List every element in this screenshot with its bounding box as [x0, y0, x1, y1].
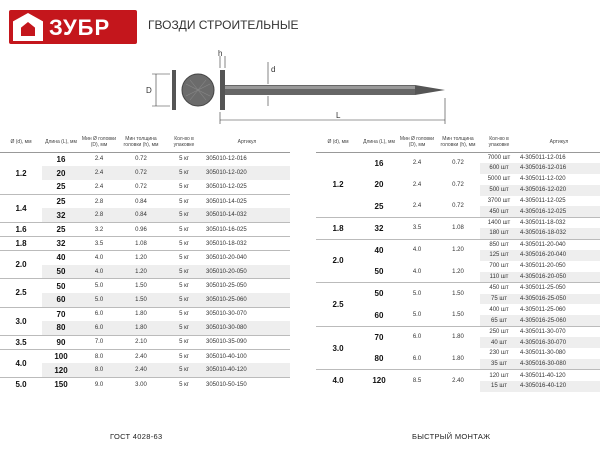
pack-qty-cell: 5 кг: [164, 307, 204, 321]
article-cell: 305010-30-070: [204, 307, 290, 321]
article-cell: 305010-50-150: [204, 378, 290, 392]
article-cell: 4-305016-20-040: [518, 250, 600, 261]
length-cell: 90: [42, 335, 80, 349]
table-row: [0, 237, 290, 251]
table-row: [316, 217, 600, 228]
table-row: [0, 166, 290, 180]
pack-qty-cell: 5 кг: [164, 335, 204, 349]
pack-qty-cell: 5 кг: [164, 363, 204, 377]
length-cell: 32: [42, 208, 80, 222]
caption-gost: ГОСТ 4028-63: [110, 432, 163, 441]
table-row: [316, 370, 600, 381]
table-row: [316, 239, 600, 250]
article-cell: 4-305011-12-016: [518, 152, 600, 163]
article-cell: 305010-18-032: [204, 237, 290, 251]
pack-qty-cell: 75 шт: [480, 294, 518, 305]
head-diam-cell: 4.0: [398, 239, 436, 261]
diameter-cell: 1.2: [316, 152, 360, 217]
col-header: Длина (L), мм: [360, 132, 398, 152]
article-cell: 305010-40-100: [204, 349, 290, 363]
diameter-cell: 2.5: [0, 279, 42, 307]
diameter-cell: 1.2: [0, 152, 42, 194]
length-cell: 25: [42, 194, 80, 208]
pack-qty-cell: 230 шт: [489, 350, 509, 357]
article-cell: 4-305011-12-020: [520, 176, 566, 183]
head-diam-cell: 5.0: [398, 283, 436, 305]
pack-qty-cell: 5 кг: [164, 293, 204, 307]
head-thickness-cell: 0.72: [135, 183, 147, 190]
table-row: [0, 251, 290, 265]
head-diam-cell: 2.4: [80, 166, 118, 180]
col-header: Ø (d), мм: [0, 132, 42, 152]
head-diam-cell: 7.0: [80, 335, 118, 349]
article-cell: 305010-12-025: [206, 183, 247, 190]
head-thickness-cell: 1.08: [436, 217, 480, 239]
pack-qty-cell: 120 шт: [480, 370, 518, 381]
article-cell: 4-305016-30-080: [518, 359, 600, 370]
length-cell: 70: [360, 326, 398, 348]
table-row: [0, 307, 290, 321]
length-cell: 16: [42, 152, 80, 166]
table-row: [0, 378, 290, 392]
article-cell: 4-305016-18-032: [518, 228, 600, 239]
head-diam-cell: 3.2: [80, 222, 118, 236]
diameter-cell: 1.6: [0, 222, 42, 236]
article-cell: 4-305011-30-080: [520, 350, 566, 357]
head-thickness-cell: 1.50: [436, 283, 480, 305]
nail-drawing: [140, 48, 460, 128]
col-header: Кол-во в упаковке: [164, 132, 204, 152]
page-title: ГВОЗДИ СТРОИТЕЛЬНЫЕ: [148, 18, 299, 32]
pack-qty-cell: 1400 шт: [480, 217, 518, 228]
length-cell: 16: [360, 152, 398, 174]
label-h: h: [218, 49, 223, 58]
pack-qty-cell: 5 кг: [164, 349, 204, 363]
head-thickness-cell: 1.50: [452, 312, 464, 319]
pack-qty-cell: 7000 шт: [480, 152, 518, 163]
article-cell: 305010-12-020: [204, 166, 290, 180]
head-diam-cell: 2.4: [398, 152, 436, 174]
article-cell: 305010-14-032: [204, 208, 290, 222]
head-thickness-cell: 0.84: [118, 194, 164, 208]
article-cell: 4-305016-25-050: [518, 294, 600, 305]
head-diam-cell: 5.0: [412, 312, 422, 319]
head-thickness-cell: 0.72: [118, 152, 164, 166]
table-row: [0, 208, 290, 222]
article-cell: 305010-30-080: [204, 321, 290, 335]
length-cell: 20: [374, 180, 384, 190]
pack-qty-cell: 500 шт: [480, 185, 518, 196]
pack-qty-cell: 5 кг: [164, 279, 204, 293]
length-cell: 150: [42, 378, 80, 392]
brand-mark-icon: [13, 13, 43, 41]
diameter-cell: 1.8: [0, 237, 42, 251]
article-cell: 4-305016-12-025: [518, 206, 600, 217]
head-diam-cell: 6.0: [80, 321, 118, 335]
diameter-cell: 1.4: [0, 194, 42, 222]
pack-qty-cell: 5 кг: [164, 237, 204, 251]
diameter-cell: 3.0: [0, 307, 42, 335]
head-thickness-cell: 2.10: [118, 335, 164, 349]
diameter-cell: 2.5: [316, 283, 360, 327]
article-cell: 4-305011-12-025: [520, 198, 566, 204]
pack-qty-cell: 250 шт: [480, 326, 518, 337]
table-row: [0, 335, 290, 349]
head-thickness-cell: 2.40: [118, 363, 164, 377]
pack-qty-cell: 450 шт: [480, 206, 518, 217]
article-cell: 4-305011-40-120: [518, 370, 600, 381]
head-diam-cell: 6.0: [80, 307, 118, 321]
article-cell: 4-305011-30-070: [518, 326, 600, 337]
brand-name: ЗУБР: [49, 15, 111, 40]
diameter-cell: 3.0: [316, 326, 360, 370]
head-thickness-cell: 1.80: [452, 355, 464, 362]
article-cell: 4-305016-20-050: [518, 272, 600, 283]
length-cell: 100: [42, 349, 80, 363]
length-cell: 80: [42, 321, 80, 335]
pack-qty-cell: 5 кг: [164, 321, 204, 335]
pack-qty-cell: 400 шт: [489, 306, 509, 313]
pack-qty-cell: 850 шт: [480, 239, 518, 250]
pack-qty-cell: 5 кг: [179, 183, 189, 190]
table-row: [0, 180, 290, 194]
article-cell: 305010-16-025: [204, 222, 290, 236]
pack-qty-cell: 5 кг: [164, 194, 204, 208]
pack-qty-cell: 5 кг: [164, 251, 204, 265]
head-thickness-cell: 1.08: [118, 237, 164, 251]
head-diam-cell: 3.5: [80, 237, 118, 251]
article-cell: 305010-25-060: [204, 293, 290, 307]
head-thickness-cell: 1.20: [118, 251, 164, 265]
col-header: Ø (d), мм: [316, 132, 360, 152]
right-spec-table: [316, 132, 600, 392]
head-diam-cell: 8.0: [80, 363, 118, 377]
left-spec-table: [0, 132, 290, 392]
head-thickness-cell: 2.40: [118, 349, 164, 363]
col-header: Мин Ø головки (D), мм: [398, 132, 436, 152]
head-thickness-cell: 0.96: [118, 222, 164, 236]
head-diam-cell: 2.4: [412, 203, 422, 210]
head-thickness-cell: 1.20: [118, 265, 164, 279]
nail-flange: [220, 70, 225, 110]
table-row: [0, 293, 290, 307]
length-cell: 20: [42, 166, 80, 180]
head-thickness-cell: 1.50: [118, 279, 164, 293]
diameter-cell: 4.0: [0, 349, 42, 377]
col-header: Кол-во в упаковке: [480, 132, 518, 152]
col-header: Артикул: [518, 132, 600, 152]
head-thickness-cell: 1.80: [118, 321, 164, 335]
length-cell: 80: [374, 354, 384, 364]
col-header: Мин Ø головки (D), мм: [80, 132, 118, 152]
head-diam-cell: 4.0: [80, 265, 118, 279]
pack-qty-cell: 450 шт: [480, 283, 518, 294]
label-D: D: [146, 86, 152, 95]
length-cell: 40: [360, 239, 398, 261]
head-thickness-cell: 1.20: [452, 268, 464, 275]
head-thickness-cell: 0.72: [436, 152, 480, 174]
pack-qty-cell: 5 кг: [164, 152, 204, 166]
pack-qty-cell: 5 кг: [164, 166, 204, 180]
head-thickness-cell: 3.00: [118, 378, 164, 392]
head-diam-cell: 4.0: [80, 251, 118, 265]
table-row: [0, 222, 290, 236]
table-row: [0, 321, 290, 335]
article-cell: 305010-12-016: [204, 152, 290, 166]
table-row: [316, 152, 600, 163]
length-cell: 120: [42, 363, 80, 377]
table-row: [0, 265, 290, 279]
pack-qty-cell: 65 шт: [480, 315, 518, 326]
article-cell: 4-305016-12-020: [518, 185, 600, 196]
head-diam-cell: 2.4: [94, 183, 104, 190]
length-cell: 40: [42, 251, 80, 265]
pack-qty-cell: 3700 шт: [487, 198, 511, 204]
head-diam-cell: 5.0: [80, 279, 118, 293]
length-cell: 50: [42, 265, 80, 279]
article-cell: 4-305016-25-060: [518, 315, 600, 326]
head-diam-cell: 5.0: [80, 293, 118, 307]
length-cell: 32: [42, 237, 80, 251]
diameter-cell: 3.5: [0, 335, 42, 349]
head-thickness-cell: 1.80: [436, 326, 480, 348]
length-cell: 25: [56, 182, 66, 192]
pack-qty-cell: 5000 шт: [487, 176, 511, 183]
article-cell: 4-305011-25-050: [518, 283, 600, 294]
head-diam-cell: 2.8: [80, 194, 118, 208]
head-diam-cell: 2.4: [412, 181, 422, 188]
length-cell: 120: [360, 370, 398, 392]
label-d: d: [271, 65, 276, 74]
head-diam-cell: 6.0: [398, 326, 436, 348]
article-cell: 305010-20-050: [204, 265, 290, 279]
diameter-cell: 5.0: [0, 378, 42, 392]
head-diam-cell: 4.0: [412, 268, 422, 275]
length-cell: 50: [42, 279, 80, 293]
length-cell: 25: [42, 222, 80, 236]
article-cell: 305010-40-120: [204, 363, 290, 377]
pack-qty-cell: 110 шт: [480, 272, 518, 283]
brand-logo: [9, 10, 137, 44]
head-thickness-cell: 1.80: [118, 307, 164, 321]
head-diam-cell: 8.5: [398, 370, 436, 392]
diameter-cell: 4.0: [316, 370, 360, 392]
caption-quick-mount: БЫСТРЫЙ МОНТАЖ: [412, 432, 491, 441]
table-row: [0, 152, 290, 166]
nail-tip: [415, 85, 445, 95]
table-row: [316, 326, 600, 337]
table-row: [0, 363, 290, 377]
article-cell: 305010-20-040: [204, 251, 290, 265]
head-diam-cell: 3.5: [398, 217, 436, 239]
head-diam-cell: 6.0: [412, 355, 422, 362]
head-thickness-cell: 1.20: [436, 239, 480, 261]
col-header: Мин толщина головки (h), мм: [436, 132, 480, 152]
article-cell: 4-305011-20-040: [518, 239, 600, 250]
head-thickness-cell: 1.50: [118, 293, 164, 307]
pack-qty-cell: 5 кг: [164, 265, 204, 279]
length-cell: 50: [374, 267, 384, 277]
table-row: [0, 279, 290, 293]
length-cell: 70: [42, 307, 80, 321]
head-diam-cell: 2.8: [80, 208, 118, 222]
col-header: Артикул: [204, 132, 290, 152]
article-cell: 4-305011-20-050: [520, 263, 566, 270]
head-diam-cell: 8.0: [80, 349, 118, 363]
head-thickness-cell: 0.72: [452, 181, 464, 188]
head-thickness-cell: 0.72: [452, 203, 464, 210]
table-row: [0, 349, 290, 363]
table-row: [0, 194, 290, 208]
pack-qty-cell: 15 шт: [480, 381, 518, 392]
length-cell: 60: [42, 293, 80, 307]
label-L: L: [336, 111, 341, 120]
pack-qty-cell: 125 шт: [480, 250, 518, 261]
pack-qty-cell: 700 шт: [489, 263, 509, 270]
head-thickness-cell: 0.72: [118, 166, 164, 180]
col-header: Длина (L), мм: [42, 132, 80, 152]
col-header: Мин толщина головки (h), мм: [118, 132, 164, 152]
pack-qty-cell: 35 шт: [480, 359, 518, 370]
nail-head-flange: [172, 70, 176, 110]
article-cell: 4-305016-40-120: [518, 381, 600, 392]
pack-qty-cell: 180 шт: [480, 228, 518, 239]
article-cell: 4-305016-30-070: [518, 337, 600, 348]
length-cell: 60: [374, 310, 384, 320]
article-cell: 305010-14-025: [204, 194, 290, 208]
diameter-cell: 2.0: [316, 239, 360, 283]
pack-qty-cell: 600 шт: [480, 163, 518, 174]
pack-qty-cell: 5 кг: [164, 208, 204, 222]
table-row: [316, 283, 600, 294]
head-diam-cell: 9.0: [80, 378, 118, 392]
article-cell: 4-305011-25-060: [520, 306, 566, 313]
pack-qty-cell: 40 шт: [480, 337, 518, 348]
article-cell: 4-305011-18-032: [518, 217, 600, 228]
pack-qty-cell: 5 кг: [164, 222, 204, 236]
head-thickness-cell: 0.84: [118, 208, 164, 222]
article-cell: 305010-25-050: [204, 279, 290, 293]
article-cell: 4-305016-12-016: [518, 163, 600, 174]
head-diam-cell: 2.4: [80, 152, 118, 166]
head-thickness-cell: 2.40: [436, 370, 480, 392]
pack-qty-cell: 5 кг: [164, 378, 204, 392]
diameter-cell: 2.0: [0, 251, 42, 279]
length-cell: 25: [374, 201, 384, 211]
length-cell: 50: [360, 283, 398, 305]
diameter-cell: 1.8: [316, 217, 360, 239]
article-cell: 305010-35-090: [204, 335, 290, 349]
length-cell: 32: [360, 217, 398, 239]
